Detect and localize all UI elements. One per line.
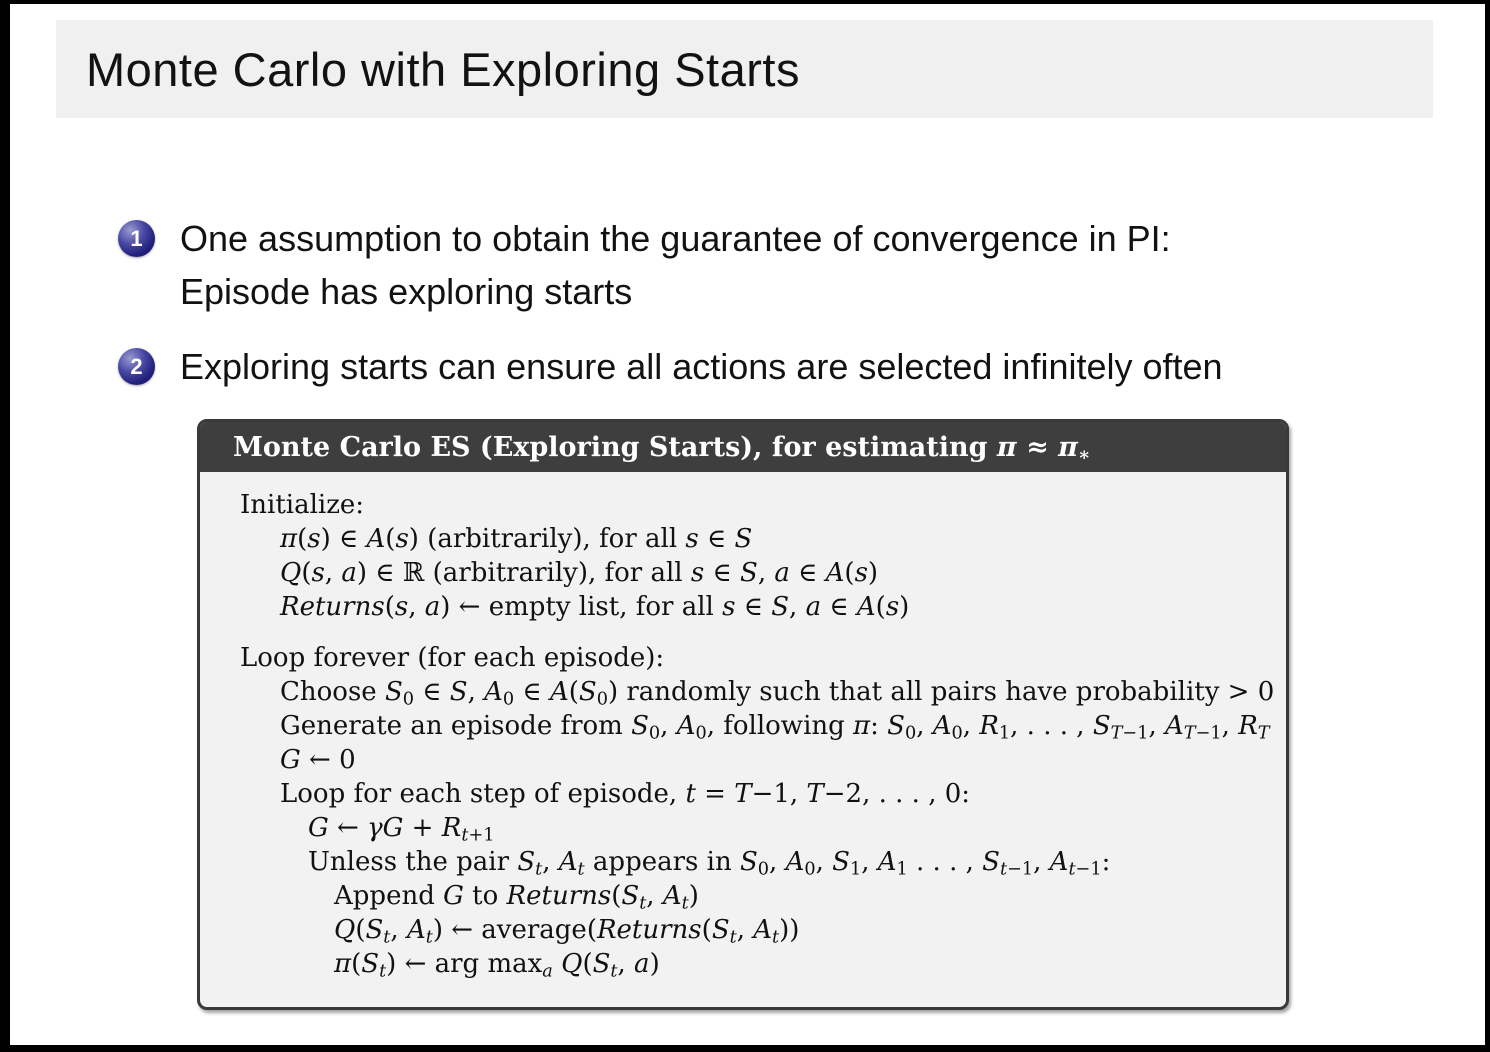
algorithm-body: [200, 472, 1286, 1007]
bullet-number-badge: 1: [118, 220, 155, 257]
slide-title-bar: [56, 20, 1433, 118]
algo-line: G ← $\gamma G + R_{t+1}$: [308, 813, 495, 846]
bullet-number-badge: 2: [118, 348, 155, 385]
algorithm-header: [200, 422, 1286, 472]
algorithm-box: [197, 419, 1289, 1010]
bullet-text: Exploring starts can ensure all actions are selected infinitely often: [180, 346, 1223, 387]
algorithm-title: Monte Carlo ES (Exploring Starts), for estimating $\pi \approx \pi_∗$: [233, 431, 1091, 466]
page-title: Monte Carlo with Exploring Starts: [86, 42, 800, 96]
algo-line: Loop forever (for each episode):: [240, 643, 665, 673]
bullet-list: [118, 212, 1428, 415]
algo-line: Initialize:: [240, 490, 365, 520]
algo-line: G ← 0: [280, 745, 356, 775]
bullet-item: [118, 212, 1428, 318]
algo-line: Unless the pair $S_t$, $A_t$ appears in $S_0$, $A_0$, $S_1$, $A_1$ . . . , $S_{t-1}$, $A_{t-1}$:: [308, 847, 1111, 880]
algo-line: $\pi(S_t)$ ← arg $\max_a Q(S_t$, a): [334, 949, 660, 982]
algo-line: π(s) ∈ A(s) (arbitrarily), for all s ∈ S: [280, 524, 753, 554]
algo-line: Append G to $Returns(S_t$, $A_t$): [334, 881, 699, 914]
algo-line: Generate an episode from $S_0$, $A_0$, following π: $S_0$, $A_0$, $R_1$, . . . , $S_{T-1}$, $A_{T-1}$, $R_T$: [280, 711, 1270, 744]
bullet-item: [118, 340, 1428, 393]
algo-line: Loop for each step of episode, t = T−1, T−2, . . . , 0:: [280, 779, 971, 809]
algo-line: Returns(s, a) ← empty list, for all s ∈ S, a ∈ A(s): [280, 592, 910, 622]
algo-line: Choose $S_0$ ∈ S, $A_0$ ∈ $A(S_0)$ randomly such that all pairs have probability > 0: [280, 677, 1275, 710]
algo-line: $Q(S_t$, $A_t$) ← $average(Returns(S_t$, $A_t$)): [334, 915, 800, 948]
slide: [10, 4, 1485, 1045]
bullet-text: One assumption to obtain the guarantee of convergence in PI: Episode has exploring starts: [180, 218, 1171, 312]
algo-line: Q(s, a) ∈ ℝ (arbitrarily), for all s ∈ S, a ∈ A(s): [280, 558, 879, 588]
